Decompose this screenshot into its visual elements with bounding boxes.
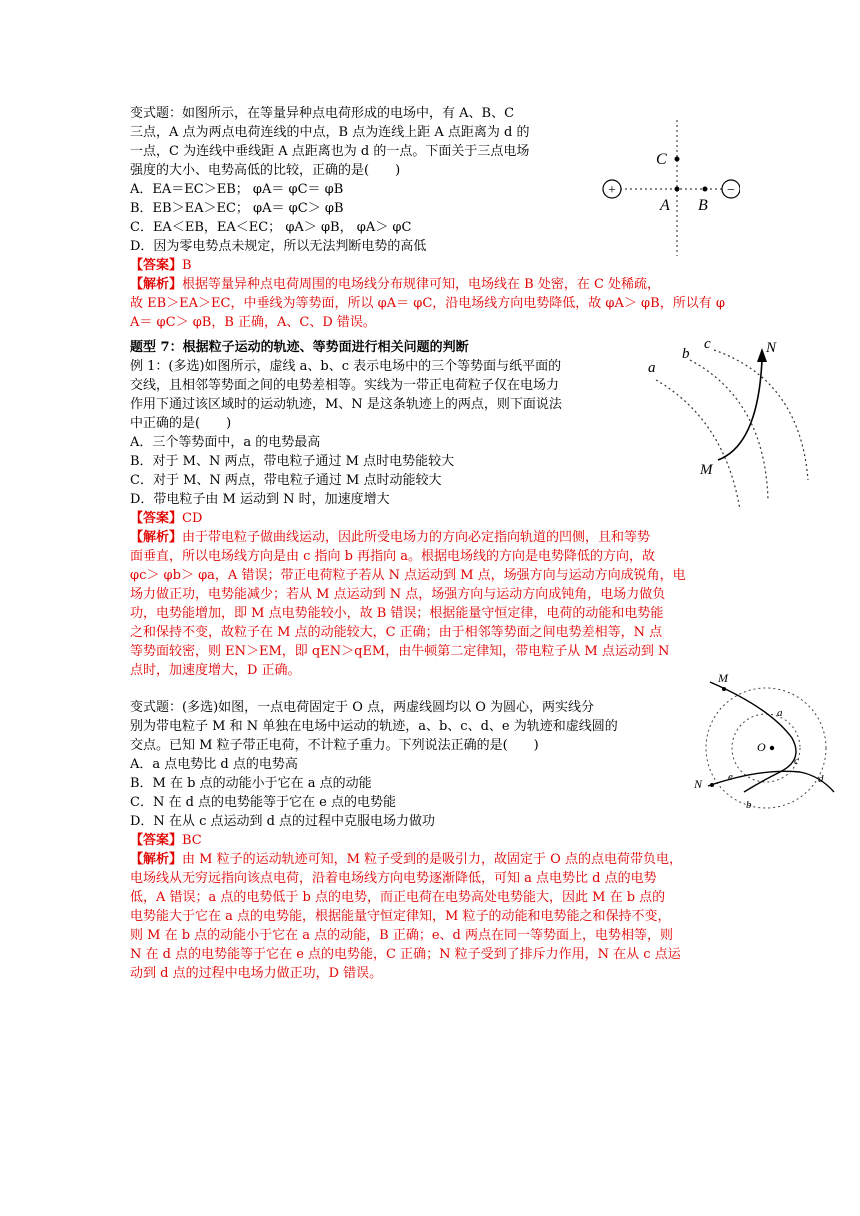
analysis-line: 电势能大于它在 a 点的电势能，根据能量守恒定律知，M 粒子的动能和电势能之和保持不变， <box>130 909 671 924</box>
q1-line: 强度的大小、电势高低的比较，正确的是( ) <box>130 163 401 178</box>
marker-n <box>710 783 714 787</box>
q1-line: 三点，A 点为两点电荷连线的中点，B 点为连线上距 A 点距离为 d 的 <box>130 125 530 140</box>
minus-sign: − <box>727 183 735 198</box>
label-n: N <box>766 340 777 356</box>
q1-option-b: B．EB＞EA＞EC； φA＝ φC＞ φB <box>130 201 344 216</box>
trajectory-m <box>710 682 796 792</box>
answer-tag: 【答案】 <box>130 258 183 273</box>
analysis-line: 面垂直，所以电场线方向是由 c 指向 b 再指向 a。根据电场线的方向是电势降低的方向，故 <box>130 549 656 564</box>
analysis-line: 点时，加速度增大，D 正确。 <box>130 663 301 678</box>
point-c <box>675 157 680 162</box>
section-title: 题型 7：根据粒子运动的轨迹、等势面进行相关问题的判断 <box>130 340 469 355</box>
trajectory <box>718 360 762 460</box>
analysis-line: 等势面较密，则 EN＞EM，即 qEN＞qEM，由牛顿第二定律知，带电粒子从 M 点运动到 N <box>130 644 670 659</box>
analysis-line: 电场线从无穷远指向该点电荷，沿着电场线方向电势逐渐降低，可知 a 点电势比 d 点的电势 <box>130 871 657 886</box>
label-n: N <box>694 777 703 791</box>
analysis-tag: 【解析】 <box>130 277 183 292</box>
q2-option-c: C．对于 M、N 两点，带电粒子通过 M 点时动能较大 <box>130 473 442 488</box>
marker-m <box>722 687 726 691</box>
label-o: O <box>757 740 766 754</box>
q2-option-d: D．带电粒子由 M 运动到 N 时，加速度增大 <box>130 492 390 507</box>
q2-line: 交线，且相邻等势面之间的电势差相等。实线为一带正电荷粒子仅在电场力 <box>130 378 560 393</box>
q3-option-c: C．N 在 d 点的电势能等于它在 e 点的电势能 <box>130 795 396 810</box>
label-a: a <box>648 360 656 376</box>
q3-option-d: D．N 在从 c 点运动到 d 点的过程中克服电场力做功 <box>130 814 436 829</box>
label-e: e <box>728 771 733 783</box>
point-b <box>703 187 708 192</box>
analysis-line: φc＞ φb＞ φa，A 错误；带正电荷粒子若从 N 点运动到 M 点，场强方向与运动方向成锐角，电 <box>130 568 686 583</box>
figure-point-charge <box>680 668 840 816</box>
q3-option-a: A．a 点电势比 d 点的电势高 <box>130 757 298 772</box>
q3-option-b: B．M 在 b 点的动能小于它在 a 点的动能 <box>130 776 372 791</box>
analysis-line: 由 M 粒子的运动轨迹可知，M 粒子受到的是吸引力，故固定于 O 点的点电荷带负电， <box>182 852 682 867</box>
q2-line: 作用下通过该区域时的运动轨迹，M、N 是这条轨迹上的两点，则下面说法 <box>130 397 562 412</box>
q2-stem <box>130 357 686 433</box>
label-a: A <box>660 197 670 214</box>
analysis-line: 功，电势能增加，即 M 点电势能较小，故 B 错误；根据能量守恒定律，电荷的动能和电势能 <box>130 606 664 621</box>
analysis-line: 场力做正功，电势能减少；若从 M 点运动到 N 点，场强方向与运动方向成钝角，电场力做负 <box>130 587 666 602</box>
q2-option-b: B．对于 M、N 两点，带电粒子通过 M 点时电势能较大 <box>130 454 455 469</box>
answer-tag: 【答案】 <box>130 833 183 848</box>
analysis-line: 之和保持不变，故粒子在 M 点的动能较大，C 正确；由于相邻等势面之间电势差相等，N 点 <box>130 625 663 640</box>
answer-value: CD <box>182 511 203 526</box>
label-c: C <box>656 151 667 168</box>
q1-option-a: A．EA＝EC＞EB； φA＝ φC＝ φB <box>130 182 344 197</box>
q3-line: 交点。已知 M 粒子带正电荷，不计粒子重力。下列说法正确的是( ) <box>130 738 539 753</box>
answer-value: B <box>182 258 192 273</box>
q2-analysis <box>130 528 686 680</box>
q3-answer <box>130 831 682 850</box>
q3-line: 别为带电粒子 M 和 N 单独在电场中运动的轨迹，a、b、c、d、e 为轨迹和虚线圆的 <box>130 719 618 734</box>
label-m: M <box>718 671 728 685</box>
label-b: b <box>682 346 690 362</box>
q2-line: 例 1：(多选)如图所示，虚线 a、b、c 表示电场中的三个等势面与纸平面的 <box>130 359 562 374</box>
q1-line: 一点，C 为连线中垂线距 A 点距离也为 d 的一点。下面关于三点电场 <box>130 144 530 159</box>
label-d: d <box>818 773 824 785</box>
plus-sign: + <box>608 183 616 198</box>
analysis-line: 动到 d 点的过程中电场力做正功，D 错误。 <box>130 966 383 981</box>
label-a: a <box>777 707 783 719</box>
analysis-line: 低，A 错误；a 点的电势低于 b 点的电势，而正电荷在电势高处电势能大，因此 M 在 b 点的 <box>130 890 666 905</box>
answer-tag: 【答案】 <box>130 511 183 526</box>
point-o <box>770 746 774 750</box>
figure-dipole <box>590 112 740 262</box>
analysis-tag: 【解析】 <box>130 852 183 867</box>
point-a <box>675 187 680 192</box>
q2-option-a: A．三个等势面中，a 的电势最高 <box>130 435 321 450</box>
q1-analysis <box>130 275 730 332</box>
analysis-line: 根据等量异种点电荷周围的电场线分布规律可知，电场线在 B 处密，在 C 处稀疏， <box>182 277 661 292</box>
label-c: c <box>794 755 799 767</box>
label-b: b <box>746 799 752 811</box>
q1-line: 变式题：如图所示，在等量异种点电荷形成的电场中，有 A、B、C <box>130 106 515 121</box>
label-c: c <box>704 336 711 352</box>
analysis-line: 则 M 在 b 点的动能小于它在 a 点的动能，B 正确；e、d 两点在同一等势面上，电势相等，则 <box>130 928 674 943</box>
q3-line: 变式题：(多选)如图，一点电荷固定于 O 点，两虚线圆均以 O 为圆心，两实线分 <box>130 700 594 715</box>
analysis-line: A＝ φC＞ φB，B 正确，A、C、D 错误。 <box>130 315 376 330</box>
figure-equipotentials <box>640 330 820 510</box>
q2-line: 中正确的是( ) <box>130 416 232 431</box>
label-b: B <box>698 197 708 214</box>
label-m: M <box>700 462 713 478</box>
analysis-line: N 在 d 点的电势能等于它在 e 点的电势能，C 正确；N 粒子受到了排斥力作用，N 在从 c 点运 <box>130 947 681 962</box>
analysis-tag: 【解析】 <box>130 530 183 545</box>
q1-option-d: D．因为零电势点未规定，所以无法判断电势的高低 <box>130 239 427 254</box>
analysis-line: 由于带电粒子做曲线运动，因此所受电场力的方向必定指向轨道的凹侧，且和等势 <box>182 530 651 545</box>
question-3 <box>130 698 682 983</box>
analysis-line: 故 EB＞EA＞EC，中垂线为等势面，所以 φA＝ φC，沿电场线方向电势降低，故 φA＞ φB，所以有 φ <box>130 296 725 311</box>
q3-stem <box>130 698 682 755</box>
q1-option-c: C．EA＜EB，EA＜EC； φA＞ φB， φA＞ φC <box>130 220 412 235</box>
question-2 <box>130 357 686 680</box>
q3-analysis <box>130 850 682 983</box>
answer-value: BC <box>182 833 202 848</box>
q2-answer <box>130 509 686 528</box>
